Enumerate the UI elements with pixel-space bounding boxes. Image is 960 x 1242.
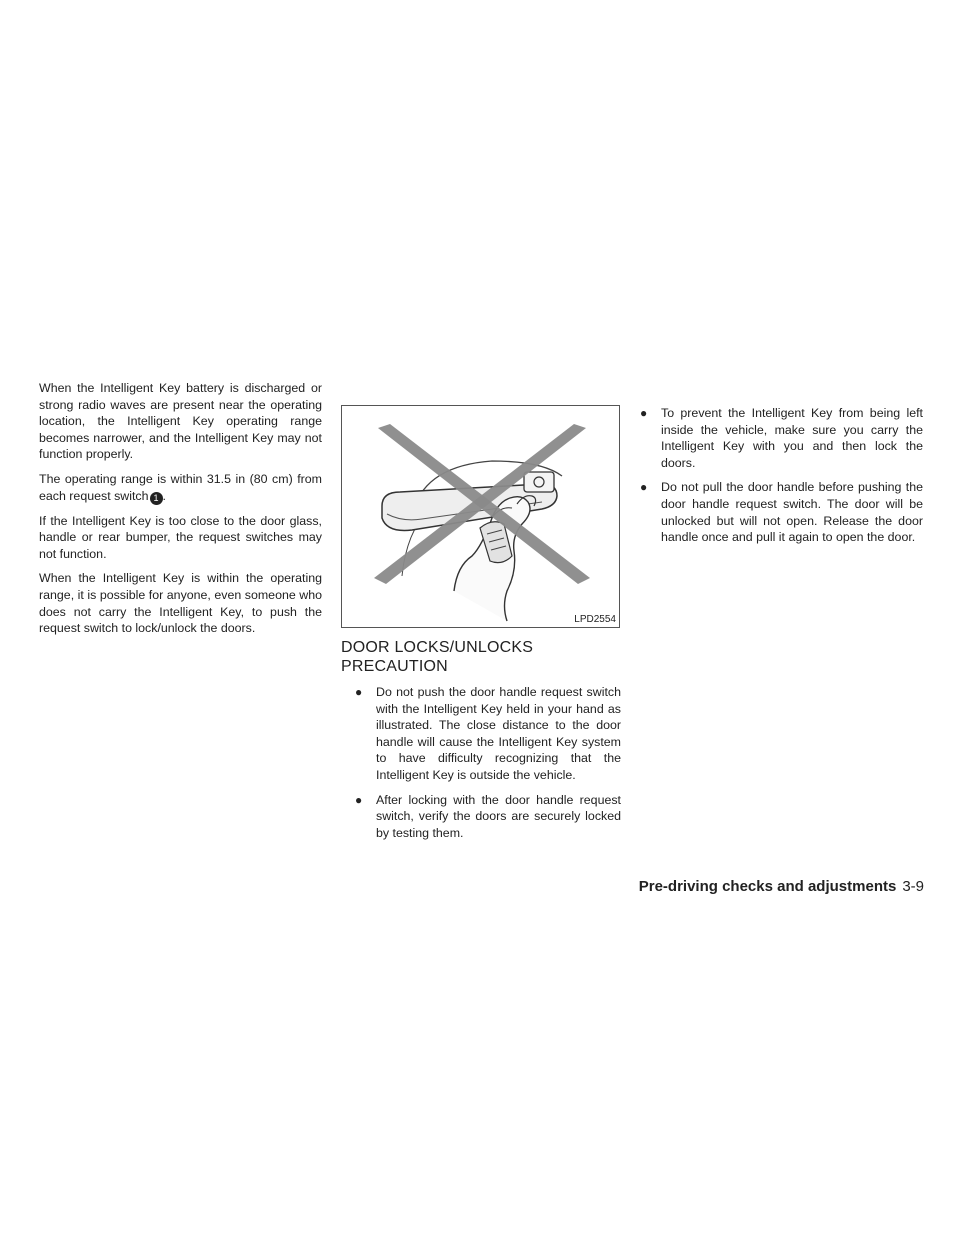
list-item: ● After locking with the door handle request switch, verify the doors are securely locked by testing them. (355, 792, 621, 840)
middle-column (341, 405, 621, 849)
bullet-icon: ● (640, 480, 648, 495)
paragraph-battery: When the Intelligent Key battery is discharged or strong radio waves are present near the operating location, the Intelligent Key operating range becomes narrower, and the Intelligent Key may not function properly. (39, 381, 322, 462)
bullet-icon: ● (640, 406, 648, 420)
footer-section-title: Pre-driving checks and adjustments (638, 878, 897, 895)
figure-code: LPD2554 (574, 614, 616, 625)
right-column (640, 405, 923, 554)
paragraph-anyone: When the Intelligent Key is within the operating range, it is possible for anyone, even someone who does not carry the Intelligent Key, to push the request switch to lock/unlock the doors. (39, 571, 322, 636)
bullet-icon: ● (355, 685, 363, 699)
bullet-icon: ● (355, 792, 363, 807)
paragraph-too-close: If the Intelligent Key is too close to the door glass, handle or rear bumper, the request switches may not function. (39, 513, 322, 561)
callout-1-icon: 1 (150, 492, 163, 505)
section-heading: DOOR LOCKS/UNLOCKS PRECAUTION (341, 639, 534, 675)
precaution-list (341, 684, 621, 841)
list-item: ● Do not push the door handle request switch with the Intelligent Key held in your hand as illustrated. The close distance to the door handle will cause the Intelligent Key system to have difficulty recognizing that the Intelligent Key is outside the vehicle. (355, 685, 621, 782)
left-column (39, 380, 322, 645)
page-number: 3-9 (902, 878, 924, 895)
precaution-list-continued (640, 405, 923, 546)
list-item: ● Do not pull the door handle before pushing the door handle request switch. The door will be unlocked but will not open. Release the door handle once and pull it again to open the door. (640, 480, 923, 545)
paragraph-range: The operating range is within 31.5 in (80 cm) from each request switch 1 . (39, 471, 322, 503)
page-footer (594, 878, 924, 896)
door-handle-illustration-icon (342, 406, 619, 627)
list-item: ● To prevent the Intelligent Key from being left inside the vehicle, make sure you carry the Intelligent Key with you and then lock the doors. (640, 406, 923, 470)
illustration-hand-door-handle (341, 405, 620, 628)
